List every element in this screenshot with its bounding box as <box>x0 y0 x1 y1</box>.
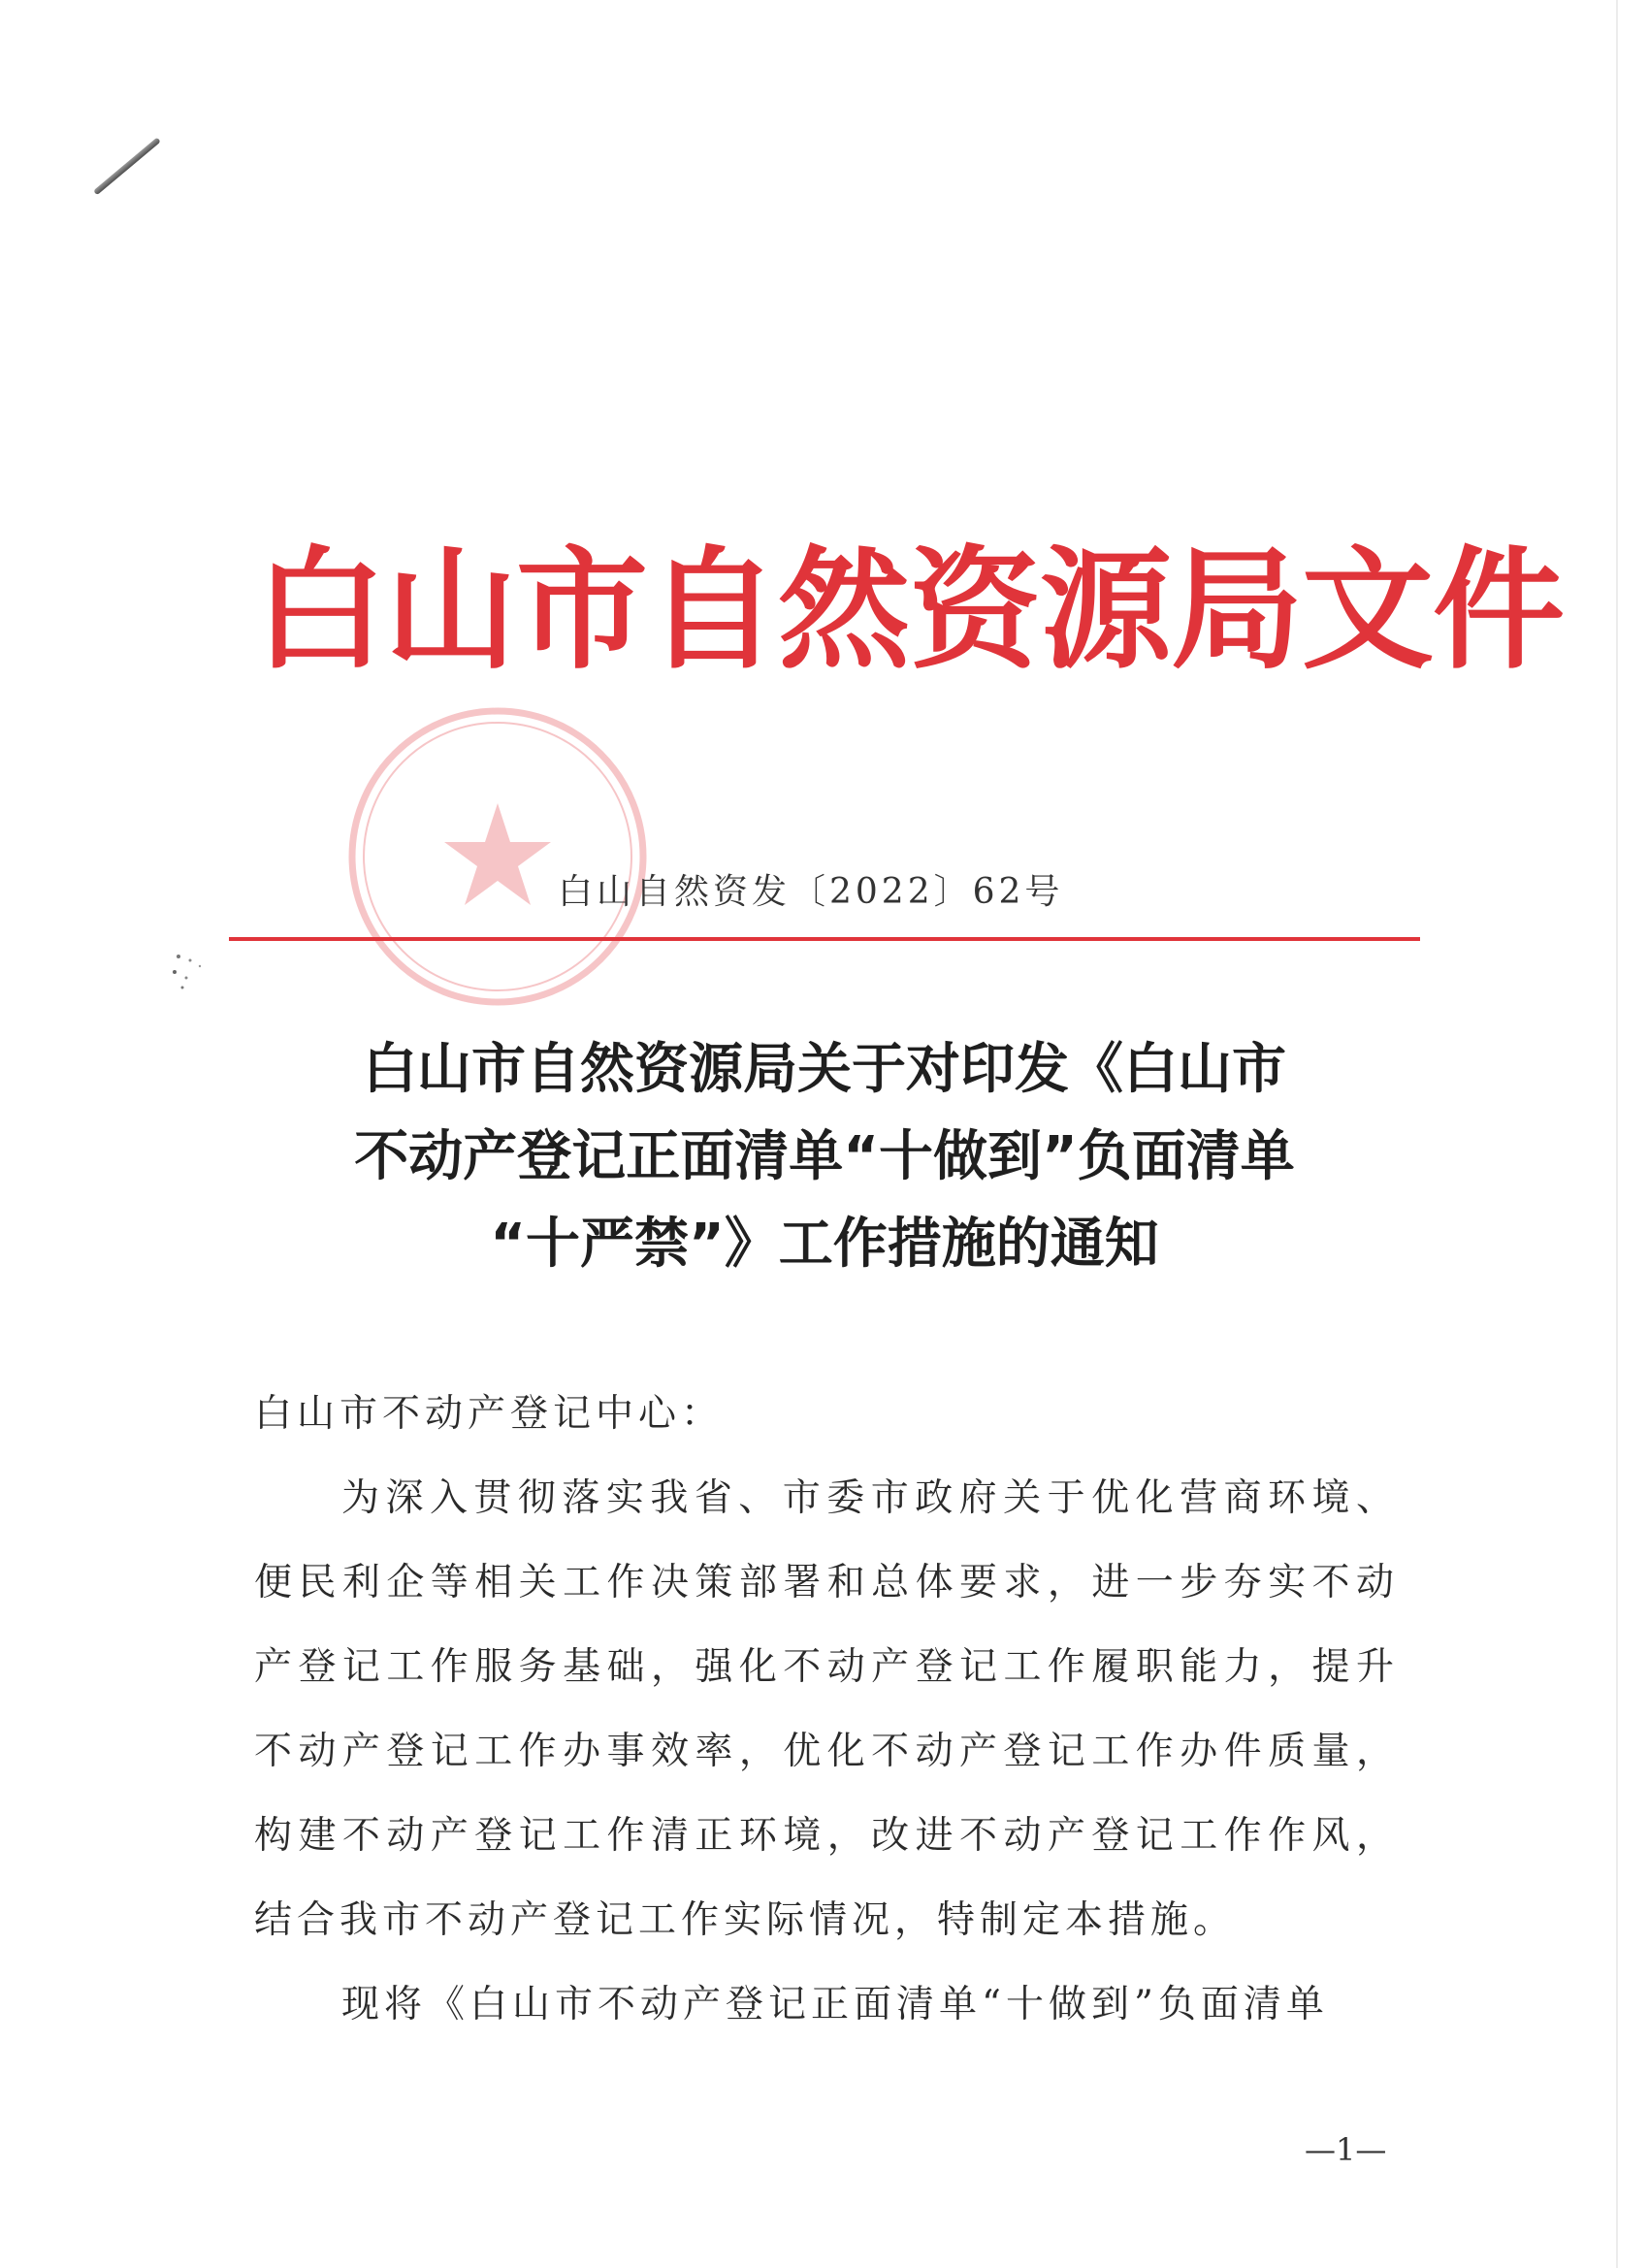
page-edge <box>1616 0 1618 2268</box>
official-seal <box>338 697 658 1017</box>
star-icon <box>444 803 551 905</box>
scan-specks <box>167 949 244 997</box>
red-divider <box>229 937 1420 941</box>
notice-body <box>254 1372 1399 2047</box>
addressee: 白山市不动产登记中心： <box>254 1392 725 1436</box>
document-number: 白山自然资发〔2022〕62号 <box>558 872 1064 912</box>
notice-title-line: 不动产登记正面清单“十做到”负面清单 <box>354 1125 1295 1188</box>
notice-title <box>194 1026 1455 1288</box>
notice-title-line: 白山市自然资源局关于对印发《白山市 <box>363 1038 1286 1101</box>
issuer-title: 白山市自然资源局文件 <box>254 535 1564 688</box>
page-number: —1— <box>1305 2131 1387 2168</box>
body-paragraph: 为深入贯彻落实我省、市委市政府关于优化营商环境、便民利企等相关工作决策部署和总体要求，进一步夯实不动产登记工作服务基础，强化不动产登记工作履职能力，提升不动产登记工作办事效率，优化不动产登记工作办件质量，构建不动产登记工作清正环境，改进不动产登记工作作风，结合我市不动产登记工作实际情况，特制定本措施。 <box>254 1476 1399 1942</box>
staple-mark <box>93 137 161 195</box>
notice-title-line: “十严禁”》工作措施的通知 <box>490 1213 1159 1276</box>
body-paragraph: 现将《白山市不动产登记正面清单“十做到”负面清单 <box>341 1983 1329 2026</box>
